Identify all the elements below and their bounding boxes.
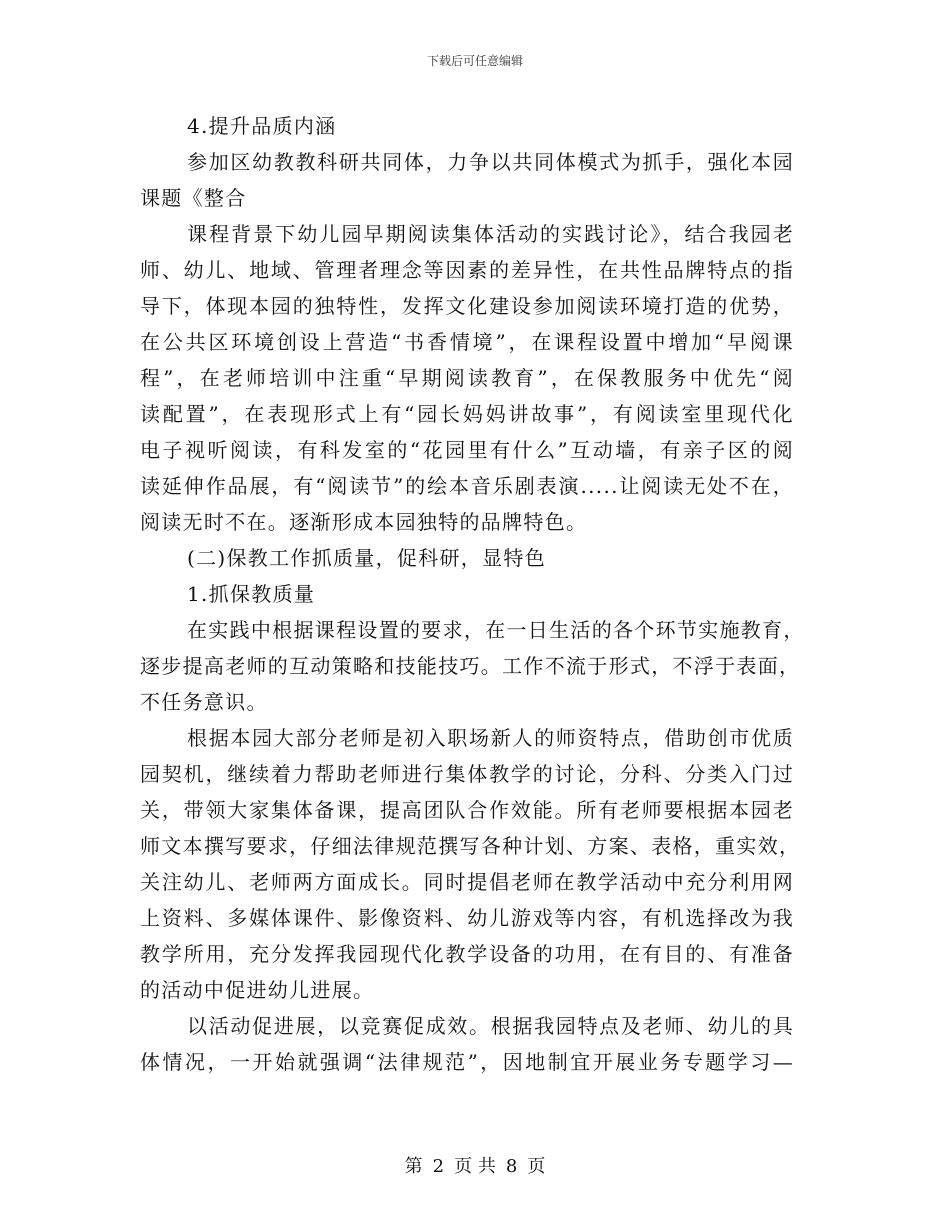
footer-prefix: 第 bbox=[404, 1156, 423, 1177]
footer-current-page: 2 bbox=[432, 1156, 445, 1177]
body-line: 根据本园大部分老师是初入职场新人的师资特点，借助创市优质 bbox=[187, 726, 794, 750]
body-line: 在实践中根据课程设置的要求，在一日生活的各个环节实施教育， bbox=[187, 618, 805, 642]
body-line: (二)保教工作抓质量，促科研，显特色 bbox=[187, 546, 547, 570]
body-line: 课题《整合 bbox=[140, 186, 247, 210]
body-line: 课程背景下幼儿园早期阅读集体活动的实践讨论》，结合我园老 bbox=[187, 222, 794, 246]
header-note: 下载后可任意编辑 bbox=[426, 54, 523, 68]
footer-middle: 页 共 bbox=[454, 1156, 496, 1177]
body-line: 教学所用，充分发挥我园现代化教学设备的功用，在有目的、有准备 bbox=[140, 942, 794, 966]
body-line: 不任务意识。 bbox=[140, 690, 268, 714]
body-line: 1.抓保教质量 bbox=[187, 582, 316, 606]
footer-suffix: 页 bbox=[527, 1156, 546, 1177]
body-line: 关，带领大家集体备课，提高团队合作效能。所有老师要根据本园老 bbox=[140, 798, 794, 822]
body-line: 体情况，一开始就强调“法律规范”，因地制宜开展业务专题学习— bbox=[140, 1050, 794, 1074]
body-line: 师文本撰写要求，仔细法律规范撰写各种计划、方案、表格，重实效， bbox=[140, 834, 801, 858]
body-line: 园契机，继续着力帮助老师进行集体教学的讨论，分科、分类入门过 bbox=[140, 762, 794, 786]
body-line: 读配置”，在表现形式上有“园长妈妈讲故事”，有阅读室里现代化 bbox=[140, 402, 794, 426]
body-line: 上资料、多媒体课件、影像资料、幼儿游戏等内容，有机选择改为我 bbox=[140, 906, 794, 930]
body-line: 关注幼儿、老师两方面成长。同时提倡老师在教学活动中充分利用网 bbox=[140, 870, 794, 894]
body-line: 程”，在老师培训中注重“早期阅读教育”，在保教服务中优先“阅 bbox=[140, 366, 794, 390]
body-line: 以活动促进展，以竞赛促成效。根据我园特点及老师、幼儿的具 bbox=[187, 1014, 794, 1038]
footer-total-pages: 8 bbox=[505, 1156, 518, 1177]
document-body bbox=[140, 108, 805, 1080]
body-line: 导下，体现本园的独特性，发挥文化建设参加阅读环境打造的优势， bbox=[140, 294, 794, 318]
body-line: 电子视听阅读，有科发室的“花园里有什么”互动墙，有亲子区的阅 bbox=[140, 438, 794, 462]
body-line: 参加区幼教教科研共同体，力争以共同体模式为抓手，强化本园 bbox=[187, 150, 794, 174]
body-line: 在公共区环境创设上营造“书香情境”，在课程设置中增加“早阅课 bbox=[140, 330, 794, 354]
body-line: 读延伸作品展，有“阅读节”的绘本音乐剧表演.....让阅读无处不在， bbox=[140, 474, 794, 498]
body-line: 师、幼儿、地域、管理者理念等因素的差异性，在共性品牌特点的指 bbox=[140, 258, 794, 282]
body-line: 逐步提高老师的互动策略和技能技巧。工作不流于形式，不浮于表面， bbox=[140, 654, 801, 678]
body-line: 4.提升品质内涵 bbox=[187, 114, 337, 138]
body-line: 的活动中促进幼儿进展。 bbox=[140, 978, 375, 1002]
body-line: 阅读无时不在。逐渐形成本园独特的品牌特色。 bbox=[140, 510, 588, 534]
page-footer bbox=[0, 1152, 950, 1178]
